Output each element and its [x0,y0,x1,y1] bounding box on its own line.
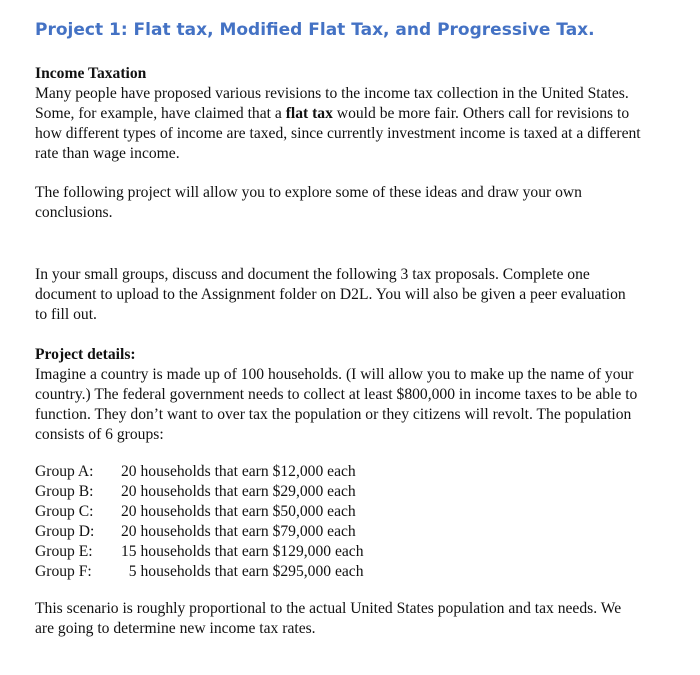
group-row [35,542,695,562]
project-title: Project 1: Flat tax, Modified Flat Tax, and Progressive Tax. [35,20,595,40]
group-label: Group C: [35,503,94,520]
group-description: 20 households that earn $79,000 each [121,523,356,540]
project-details-heading: Project details: [35,346,136,363]
income-taxation-line-3: how different types of income are taxed, since currently investment income is taxed at a different [35,125,641,142]
income-taxation-section [35,64,695,164]
income-taxation-line-2-end: would be more fair. Others call for revisions to [332,105,630,122]
income-taxation-line-2 [35,104,695,124]
scenario-paragraph [35,599,695,639]
scenario-line-1: This scenario is roughly proportional to the actual United States population and tax needs. We [35,600,622,617]
group-description: 20 households that earn $29,000 each [121,483,356,500]
group-description: 20 households that earn $12,000 each [121,463,356,480]
group-label: Group A: [35,463,94,480]
income-taxation-line-4: rate than wage income. [35,145,180,162]
income-taxation-line-1: Many people have proposed various revisions to the income tax collection in the United States. [35,85,629,102]
group-label: Group E: [35,543,93,560]
project-details-line-4: consists of 6 groups: [35,426,164,443]
group-label: Group D: [35,523,95,540]
group-row [35,482,695,502]
project-details-section [35,345,695,445]
project-details-line-2: country.) The federal government needs to collect at least $800,000 in income taxes to be able to [35,386,638,403]
intro-line-1: The following project will allow you to explore some of these ideas and draw your own [35,184,582,201]
group-description: 20 households that earn $50,000 each [121,503,356,520]
income-taxation-line-2-start: Some, for example, have claimed that a [35,105,286,122]
group-instructions-paragraph [35,265,695,325]
intro-paragraph [35,183,695,223]
group-row [35,562,695,582]
group-row [35,522,695,542]
income-taxation-heading: Income Taxation [35,65,147,82]
instructions-line-2: document to upload to the Assignment folder on D2L. You will also be given a peer evaluation [35,286,626,303]
group-row [35,462,695,482]
scenario-line-2: are going to determine new income tax rates. [35,620,316,637]
group-label: Group B: [35,483,94,500]
groups-list [35,462,695,582]
group-description: 15 households that earn $129,000 each [121,543,364,560]
group-description: 5 households that earn $295,000 each [121,563,364,580]
project-details-line-3: function. They don’t want to over tax the population or they citizens will revolt. The population [35,406,632,423]
instructions-line-3: to fill out. [35,306,97,323]
group-label: Group F: [35,563,92,580]
group-row [35,502,695,522]
project-details-line-1: Imagine a country is made up of 100 households. (I will allow you to make up the name of your [35,366,634,383]
instructions-line-1: In your small groups, discuss and document the following 3 tax proposals. Complete one [35,266,590,283]
intro-line-2: conclusions. [35,204,113,221]
flat-tax-emphasis: flat tax [285,105,333,122]
